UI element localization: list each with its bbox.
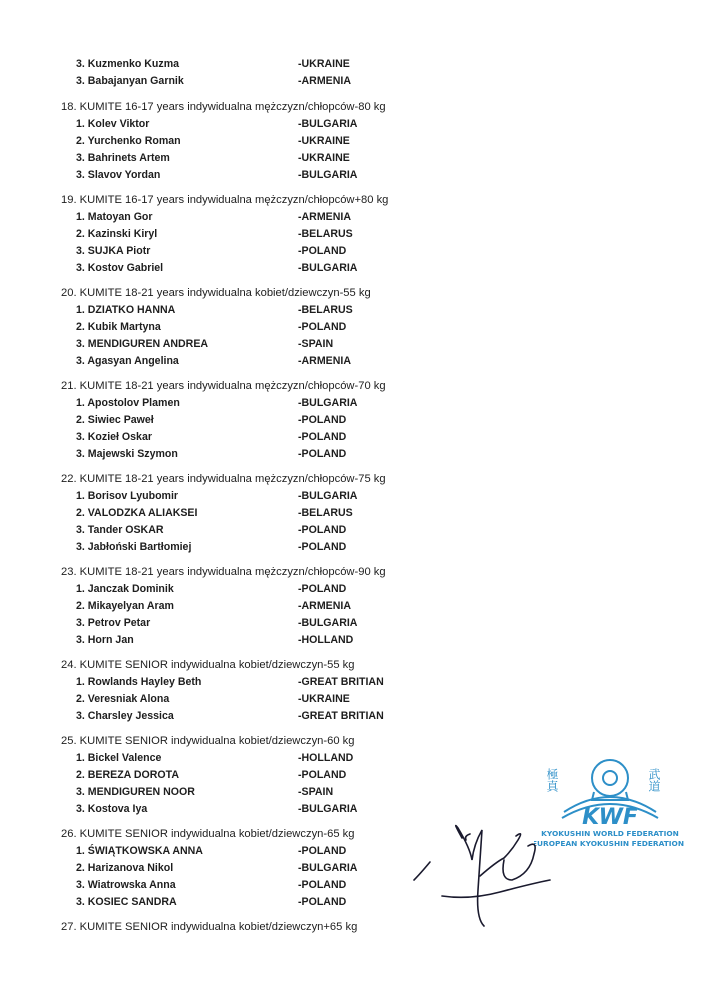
athlete-country: -POLAND [298, 524, 347, 536]
athlete-country: -GREAT BRITIAN [298, 676, 384, 688]
athlete-country: -BULGARIA [298, 169, 358, 181]
athlete-country: -POLAND [298, 879, 347, 891]
category-title: 21. KUMITE 18-21 years indywidualna mężczyzn/chłopców-70 kg [61, 380, 386, 392]
athlete-country: -BULGARIA [298, 617, 358, 629]
athlete-name: 1. Borisov Lyubomir [76, 490, 179, 502]
athlete-name: 1. Bickel Valence [76, 752, 162, 764]
athlete-country: -POLAND [298, 414, 347, 426]
kanji-right: 武道 [647, 768, 661, 792]
athlete-country: -POLAND [298, 245, 347, 257]
athlete-name: 1. Rowlands Hayley Beth [76, 676, 202, 688]
athlete-name: 3. Kostov Gabriel [76, 262, 164, 274]
athlete-country: -HOLLAND [298, 634, 354, 646]
athlete-country: -BULGARIA [298, 803, 358, 815]
signature-graphic [400, 800, 560, 930]
category-title: 23. KUMITE 18-21 years indywidualna mężczyzn/chłopców-90 kg [61, 566, 386, 578]
athlete-country: -BULGARIA [298, 397, 358, 409]
kwf-line-european: EUROPEAN KYOKUSHIN FEDERATION [534, 839, 684, 848]
athlete-country: -ARMENIA [298, 600, 351, 612]
athlete-country: -BELARUS [298, 507, 353, 519]
athlete-country: -UKRAINE [298, 693, 350, 705]
athlete-country: -POLAND [298, 583, 347, 595]
athlete-country: -POLAND [298, 431, 347, 443]
athlete-name: 1. Kolev Viktor [76, 118, 150, 130]
athlete-country: -BULGARIA [298, 862, 358, 874]
athlete-country: -POLAND [298, 321, 347, 333]
athlete-name: 3. Jabłoński Bartłomiej [76, 541, 192, 553]
handwritten-signature [400, 800, 560, 930]
athlete-name: 2. Kazinski Kiryl [76, 228, 158, 240]
athlete-country: -BULGARIA [298, 118, 358, 130]
athlete-country: -BULGARIA [298, 262, 358, 274]
athlete-country: -BELARUS [298, 228, 353, 240]
athlete-name: 3. Tander OSKAR [76, 524, 164, 536]
athlete-name: 3. MENDIGUREN NOOR [76, 786, 195, 798]
athlete-name: 3. MENDIGUREN ANDREA [76, 338, 209, 350]
athlete-name: 3. KOSIEC SANDRA [76, 896, 177, 908]
athlete-name: 2. Siwiec Paweł [76, 414, 154, 426]
athlete-name: 3. Wiatrowska Anna [76, 879, 176, 891]
athlete-name: 3. Majewski Szymon [76, 448, 178, 460]
category-title: 22. KUMITE 18-21 years indywidualna mężczyzn/chłopców-75 kg [61, 473, 386, 485]
category-title: 27. KUMITE SENIOR indywidualna kobiet/dziewczyn+65 kg [61, 921, 358, 933]
athlete-name: 2. Yurchenko Roman [76, 135, 181, 147]
athlete-country: -POLAND [298, 896, 347, 908]
athlete-country: -UKRAINE [298, 135, 350, 147]
athlete-country: -POLAND [298, 769, 347, 781]
athlete-name: 3. Petrov Petar [76, 617, 151, 629]
athlete-country: -POLAND [298, 845, 347, 857]
athlete-name: 3. Kuzmenko Kuzma [76, 58, 180, 70]
athlete-country: -BELARUS [298, 304, 353, 316]
athlete-country: -POLAND [298, 541, 347, 553]
category-title: 24. KUMITE SENIOR indywidualna kobiet/dziewczyn-55 kg [61, 659, 355, 671]
athlete-country: -HOLLAND [298, 752, 354, 764]
category-title: 18. KUMITE 16-17 years indywidualna mężczyzn/chłopców-80 kg [61, 101, 386, 113]
athlete-country: -SPAIN [298, 786, 334, 798]
athlete-country: -POLAND [298, 448, 347, 460]
athlete-country: -SPAIN [298, 338, 334, 350]
category-title: 20. KUMITE 18-21 years indywidualna kobiet/dziewczyn-55 kg [61, 287, 371, 299]
athlete-name: 3. Horn Jan [76, 634, 134, 646]
athlete-name: 1. Janczak Dominik [76, 583, 174, 595]
athlete-country: -ARMENIA [298, 355, 351, 367]
athlete-name: 2. Veresniak Alona [76, 693, 170, 705]
athlete-name: 1. ŚWIĄTKOWSKA ANNA [76, 845, 203, 857]
athlete-name: 2. VALODZKA ALIAKSEI [76, 507, 198, 519]
athlete-name: 2. Harizanova Nikol [76, 862, 174, 874]
athlete-country: -UKRAINE [298, 58, 350, 70]
athlete-name: 2. BEREZA DOROTA [76, 769, 179, 781]
category-title: 25. KUMITE SENIOR indywidualna kobiet/dziewczyn-60 kg [61, 735, 355, 747]
athlete-country: -UKRAINE [298, 152, 350, 164]
athlete-name: 3. Kozieł Oskar [76, 431, 152, 443]
kwf-wordmark: KWF [582, 805, 638, 830]
kanji-left: 極真 [545, 768, 559, 792]
athlete-name: 3. SUJKA Piotr [76, 245, 151, 257]
athlete-name: 1. DZIATKO HANNA [76, 304, 176, 316]
category-title: 26. KUMITE SENIOR indywidualna kobiet/dziewczyn-65 kg [61, 828, 355, 840]
athlete-name: 3. Agasyan Angelina [76, 355, 179, 367]
athlete-name: 3. Bahrinets Artem [76, 152, 170, 164]
athlete-name: 2. Kubik Martyna [76, 321, 161, 333]
athlete-name: 3. Babajanyan Garnik [76, 75, 184, 87]
athlete-country: -BULGARIA [298, 490, 358, 502]
athlete-name: 1. Apostolov Plamen [76, 397, 180, 409]
category-title: 19. KUMITE 16-17 years indywidualna mężczyzn/chłopców+80 kg [61, 194, 389, 206]
kwf-line-world: KYOKUSHIN WORLD FEDERATION [541, 829, 679, 838]
athlete-country: -ARMENIA [298, 211, 351, 223]
athlete-name: 3. Slavov Yordan [76, 169, 161, 181]
athlete-name: 3. Charsley Jessica [76, 710, 174, 722]
athlete-country: -GREAT BRITIAN [298, 710, 384, 722]
athlete-name: 2. Mikayelyan Aram [76, 600, 174, 612]
athlete-name: 1. Matoyan Gor [76, 211, 153, 223]
athlete-name: 3. Kostova Iya [76, 803, 148, 815]
athlete-country: -ARMENIA [298, 75, 351, 87]
